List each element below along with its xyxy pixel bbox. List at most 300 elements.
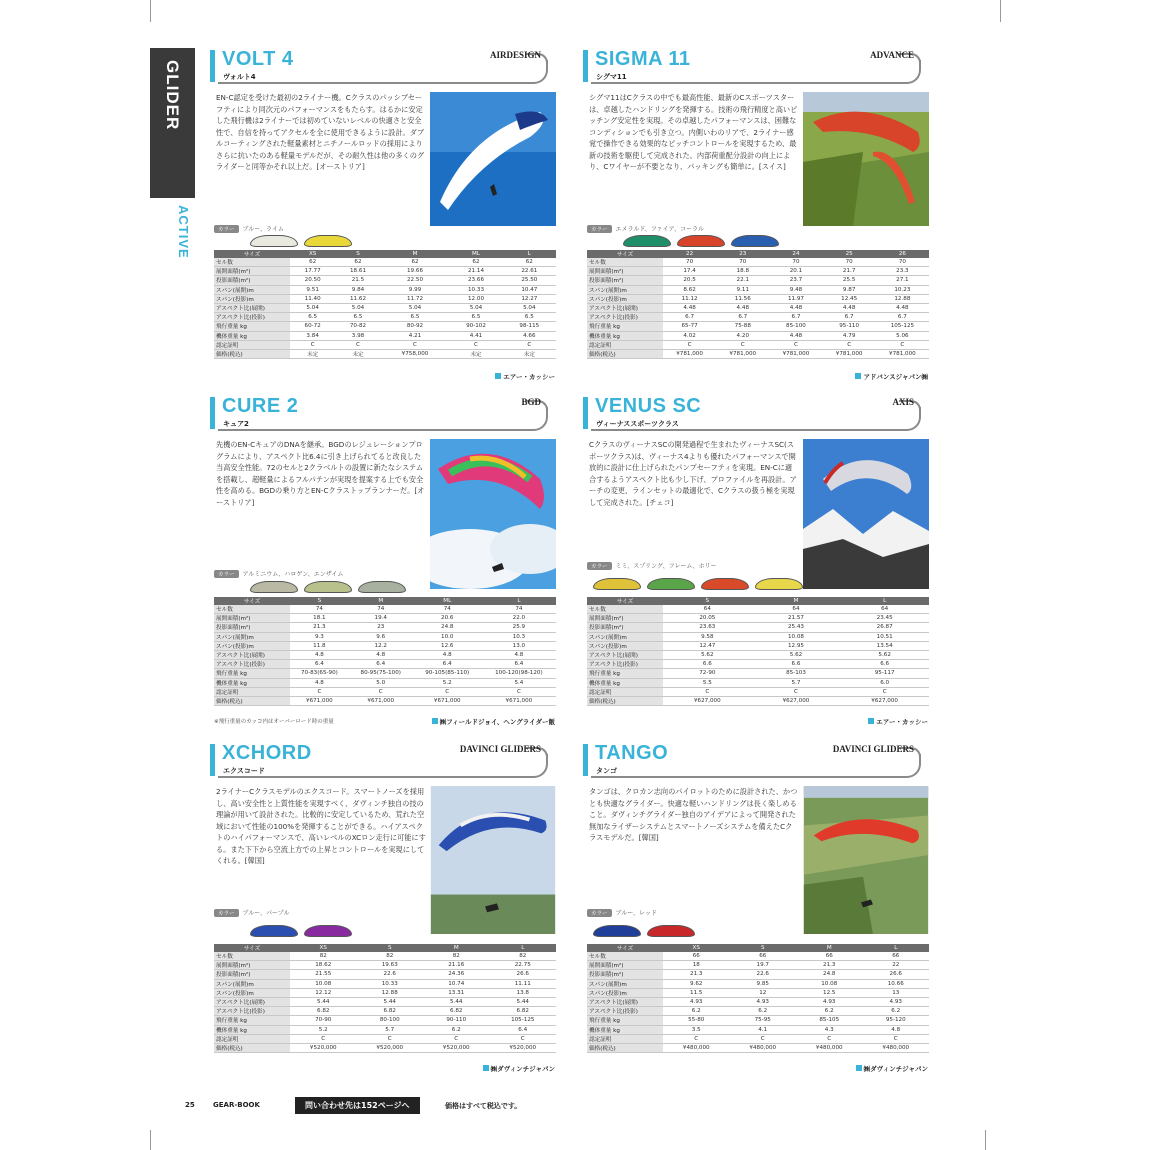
spec-value: 21.16 xyxy=(423,961,490,970)
spec-value: ¥781,000 xyxy=(876,349,929,358)
spec-value: 11.62 xyxy=(335,294,380,303)
product-kana: タンゴ xyxy=(596,767,617,775)
spec-label: 飛行重量 kg xyxy=(587,322,663,331)
spec-value: C xyxy=(730,1034,797,1043)
spec-value: 5.04 xyxy=(290,303,335,312)
spec-value: 80-100 xyxy=(357,1016,424,1025)
spec-header-cell: 23 xyxy=(716,250,769,258)
spec-label: アスペクト比(投影) xyxy=(214,313,290,322)
spec-header-cell: M xyxy=(423,944,490,952)
spec-value: 6.2 xyxy=(663,1007,730,1016)
spec-value: 82 xyxy=(357,952,424,961)
spec-value: C xyxy=(876,340,929,349)
spec-value: 20.1 xyxy=(769,267,822,276)
spec-value: 55-80 xyxy=(663,1016,730,1025)
spec-value: 12.2 xyxy=(349,641,413,650)
wing-swatch xyxy=(358,581,406,593)
spec-label: セル数 xyxy=(587,952,663,961)
product-kana: シグマ11 xyxy=(596,73,627,81)
spec-header-cell: S xyxy=(335,250,380,258)
spec-row xyxy=(214,258,556,267)
spec-value: 70 xyxy=(876,258,929,267)
spec-value: 5.04 xyxy=(503,303,556,312)
spec-value: C xyxy=(290,1034,357,1043)
spec-row xyxy=(214,678,556,687)
spec-value: 23.3 xyxy=(876,267,929,276)
spec-value: C xyxy=(769,340,822,349)
spec-value: C xyxy=(490,1034,557,1043)
spec-value: 25.50 xyxy=(503,276,556,285)
glider-photo xyxy=(430,439,556,589)
spec-value: 20.6 xyxy=(413,614,482,623)
spec-row xyxy=(587,970,929,979)
spec-value: ¥627,000 xyxy=(752,696,841,705)
spec-value: 13 xyxy=(863,988,930,997)
spec-value: 6.5 xyxy=(290,313,335,322)
spec-value: 70 xyxy=(823,258,876,267)
spec-value: ¥627,000 xyxy=(840,696,929,705)
spec-header-cell: S xyxy=(290,597,349,605)
spec-row xyxy=(587,997,929,1006)
spec-label: 認定証明 xyxy=(587,687,663,696)
spec-value: 23.63 xyxy=(663,623,752,632)
product-sigma11 xyxy=(583,48,928,381)
spec-label: スパン(投影)m xyxy=(214,988,290,997)
spec-value: 10.0 xyxy=(413,632,482,641)
spec-header-row xyxy=(587,944,929,952)
spec-value: 6.0 xyxy=(840,678,929,687)
spec-row xyxy=(214,997,556,1006)
spec-row xyxy=(214,331,556,340)
spec-value: 20.5 xyxy=(663,276,716,285)
spec-value: 65-77 xyxy=(663,322,716,331)
spec-value: 64 xyxy=(752,605,841,614)
spec-value: C xyxy=(335,340,380,349)
product-name: CURE 2 xyxy=(222,395,299,417)
spec-label: 展開面積(m²) xyxy=(214,961,290,970)
spec-label: 機体重量 kg xyxy=(587,1025,663,1034)
spec-value: 18 xyxy=(663,961,730,970)
spec-value: 70-90 xyxy=(290,1016,357,1025)
spec-header-cell: サイズ xyxy=(587,250,663,258)
spec-label: スパン(投影)m xyxy=(587,641,663,650)
spec-row xyxy=(214,1043,556,1052)
spec-header-cell: XS xyxy=(290,250,335,258)
spec-label: 機体重量 kg xyxy=(214,1025,290,1034)
spec-value: 18.62 xyxy=(290,961,357,970)
spec-label: 投影面積(m²) xyxy=(214,623,290,632)
spec-value: 4.79 xyxy=(823,331,876,340)
spec-header-cell: M xyxy=(796,944,863,952)
product-name: VOLT 4 xyxy=(222,48,294,70)
spec-label: 価格(税込) xyxy=(587,349,663,358)
spec-value: C xyxy=(290,687,349,696)
spec-value: 75-88 xyxy=(716,322,769,331)
spec-row xyxy=(587,1007,929,1016)
spec-value: 18.61 xyxy=(335,267,380,276)
page-footer xyxy=(185,1097,945,1117)
spec-value: 6.4 xyxy=(349,660,413,669)
color-swatches xyxy=(593,575,809,591)
spec-row xyxy=(587,632,929,641)
category-tab xyxy=(150,48,195,198)
brand-logo: DAVINCI GLIDERS xyxy=(832,744,914,754)
brand-logo: AXIS xyxy=(892,397,914,407)
spec-value: 12.88 xyxy=(357,988,424,997)
product-cure2 xyxy=(210,395,555,730)
spec-value: 95-110 xyxy=(823,322,876,331)
spec-row xyxy=(587,650,929,659)
spec-value: 未定 xyxy=(503,349,556,358)
spec-value: 12.5 xyxy=(796,988,863,997)
spec-value: 12.27 xyxy=(503,294,556,303)
spec-value: 6.5 xyxy=(449,313,502,322)
spec-row xyxy=(214,623,556,632)
spec-row xyxy=(587,961,929,970)
spec-value: 10.74 xyxy=(423,979,490,988)
spec-value: 4.21 xyxy=(381,331,450,340)
brand-logo: BGD xyxy=(521,397,541,407)
spec-value: 6.82 xyxy=(490,1007,557,1016)
spec-value: 3.84 xyxy=(290,331,335,340)
spec-label: アスペクト比(展開) xyxy=(214,303,290,312)
spec-value: 6.7 xyxy=(876,313,929,322)
spec-row xyxy=(587,988,929,997)
spec-label: アスペクト比(投影) xyxy=(587,313,663,322)
product-description: 2ライナーCクラスモデルのエクスコード。スマートノーズを採用し、高い安全性と上質性能を実現すべく、ダヴィンチ独自の技の理論が用いて設計された。比較的に安定しているため、荒れた空域において性能の100%を発揮することができる。ハイアスペクトのハイパフォーマンスで、高いレベルのXCロン走行に可能にする。また下下から空流上方での上昇とコントロールを実現にしてくれる。[韓国] xyxy=(216,787,426,865)
spec-label: スパン(投影)m xyxy=(214,641,290,650)
wing-swatch xyxy=(304,581,352,593)
contact-note: ㈱ダヴィンチジャパン xyxy=(483,1064,555,1073)
spec-label: 認定証明 xyxy=(214,687,290,696)
product-header xyxy=(210,742,555,782)
spec-row xyxy=(587,322,929,331)
spec-header-cell: サイズ xyxy=(214,250,290,258)
wing-swatch xyxy=(647,578,695,590)
spec-header-cell: M xyxy=(349,597,413,605)
spec-value: 5.2 xyxy=(290,1025,357,1034)
spec-value: C xyxy=(413,687,482,696)
spec-label: 投影面積(m²) xyxy=(214,970,290,979)
spec-header-cell: サイズ xyxy=(214,597,290,605)
spec-value: 9.3 xyxy=(290,632,349,641)
spec-value: ¥781,000 xyxy=(769,349,822,358)
spec-value: 23 xyxy=(349,623,413,632)
spec-value: 90-105(85-110) xyxy=(413,669,482,678)
spec-value: 6.7 xyxy=(823,313,876,322)
spec-row xyxy=(214,614,556,623)
spec-label: 展開面積(m²) xyxy=(587,961,663,970)
brand-logo: DAVINCI GLIDERS xyxy=(459,744,541,754)
spec-row xyxy=(214,687,556,696)
spec-row xyxy=(214,276,556,285)
spec-value: 11.40 xyxy=(290,294,335,303)
spec-row xyxy=(587,294,929,303)
spec-value: ¥781,000 xyxy=(663,349,716,358)
color-options: カラー ブルー、パープル xyxy=(214,908,290,917)
spec-value: ¥480,000 xyxy=(863,1043,930,1052)
color-swatches xyxy=(623,232,785,248)
spec-value: 74 xyxy=(413,605,482,614)
spec-label: 機体重量 kg xyxy=(587,678,663,687)
spec-value: 6.5 xyxy=(335,313,380,322)
spec-value: C xyxy=(716,340,769,349)
spec-table xyxy=(587,250,929,359)
spec-table xyxy=(214,597,556,706)
spec-table xyxy=(587,944,929,1053)
product-name: SIGMA 11 xyxy=(595,48,691,70)
spec-value: 23.45 xyxy=(840,614,929,623)
spec-row xyxy=(587,614,929,623)
color-options: カラー ブルー、ライム xyxy=(214,224,284,233)
spec-value: C xyxy=(482,687,556,696)
glider-photo xyxy=(803,786,929,934)
spec-label: アスペクト比(展開) xyxy=(214,997,290,1006)
spec-row xyxy=(587,660,929,669)
spec-value: 4.93 xyxy=(730,997,797,1006)
spec-header-cell: S xyxy=(663,597,752,605)
spec-row xyxy=(587,1034,929,1043)
spec-value: 未定 xyxy=(335,349,380,358)
spec-row xyxy=(214,322,556,331)
spec-header-cell: L xyxy=(863,944,930,952)
spec-value: 4.48 xyxy=(823,303,876,312)
spec-value: 4.48 xyxy=(876,303,929,312)
spec-value: 105-125 xyxy=(876,322,929,331)
spec-value: C xyxy=(663,687,752,696)
spec-label: セル数 xyxy=(214,605,290,614)
product-header xyxy=(210,48,555,88)
contact-note: ㈱ダヴィンチジャパン xyxy=(856,1064,928,1073)
spec-value: 6.2 xyxy=(423,1025,490,1034)
spec-value: C xyxy=(823,340,876,349)
spec-value: 85-100 xyxy=(769,322,822,331)
spec-value: C xyxy=(840,687,929,696)
spec-row xyxy=(587,285,929,294)
product-xchord xyxy=(210,742,555,1082)
spec-value: 6.7 xyxy=(716,313,769,322)
spec-value: 66 xyxy=(863,952,930,961)
spec-value: 70-83(65-90) xyxy=(290,669,349,678)
spec-label: セル数 xyxy=(587,605,663,614)
spec-row xyxy=(587,979,929,988)
spec-label: 展開面積(m²) xyxy=(214,614,290,623)
spec-value: 6.6 xyxy=(663,660,752,669)
spec-header-cell: ML xyxy=(449,250,502,258)
spec-value: 80-95(75-100) xyxy=(349,669,413,678)
spec-row xyxy=(214,1034,556,1043)
spec-value: 5.04 xyxy=(335,303,380,312)
spec-value: 24.8 xyxy=(796,970,863,979)
spec-value: 6.82 xyxy=(290,1007,357,1016)
spec-header-cell: S xyxy=(730,944,797,952)
spec-row xyxy=(214,340,556,349)
spec-row xyxy=(587,349,929,358)
category-label: GLIDER xyxy=(163,60,182,131)
spec-value: 22.6 xyxy=(357,970,424,979)
spec-value: 21.14 xyxy=(449,267,502,276)
spec-value: 60-72 xyxy=(290,322,335,331)
spec-label: アスペクト比(展開) xyxy=(587,997,663,1006)
spec-value: 6.6 xyxy=(840,660,929,669)
spec-value: 11.8 xyxy=(290,641,349,650)
spec-value: ¥480,000 xyxy=(796,1043,863,1052)
spec-value: 66 xyxy=(796,952,863,961)
spec-header-cell: サイズ xyxy=(214,944,290,952)
spec-value: 11.5 xyxy=(663,988,730,997)
spec-row xyxy=(587,276,929,285)
product-kana: ヴィーナススポーツクラス xyxy=(596,420,679,428)
spec-value: 19.4 xyxy=(349,614,413,623)
spec-value: 62 xyxy=(503,258,556,267)
spec-value: ¥671,000 xyxy=(349,696,413,705)
glider-photo xyxy=(803,439,929,589)
spec-header-cell: L xyxy=(503,250,556,258)
spec-value: 95-120 xyxy=(863,1016,930,1025)
wing-swatch xyxy=(250,925,298,937)
product-kana: エクスコード xyxy=(223,767,265,775)
spec-value: 10.33 xyxy=(449,285,502,294)
spec-label: スパン(投影)m xyxy=(587,988,663,997)
spec-label: 展開面積(m²) xyxy=(214,267,290,276)
spec-value: 5.0 xyxy=(349,678,413,687)
spec-row xyxy=(214,970,556,979)
spec-value: 82 xyxy=(423,952,490,961)
product-header xyxy=(583,395,928,435)
spec-value: 11.11 xyxy=(490,979,557,988)
spec-row xyxy=(214,641,556,650)
spec-value: ¥781,000 xyxy=(823,349,876,358)
subcategory-label: ACTIVE xyxy=(176,205,191,259)
spec-value: 13.31 xyxy=(423,988,490,997)
spec-value: 5.44 xyxy=(490,997,557,1006)
spec-value: 4.93 xyxy=(663,997,730,1006)
spec-value: 4.48 xyxy=(663,303,716,312)
spec-row xyxy=(587,1025,929,1034)
spec-value: 21.3 xyxy=(663,970,730,979)
color-options: カラー アルミニウム、ハロゲン、エンザイム xyxy=(214,569,343,578)
wing-swatch xyxy=(623,235,671,247)
spec-row xyxy=(587,641,929,650)
spec-row xyxy=(587,952,929,961)
color-swatches xyxy=(250,922,358,938)
spec-value: 5.62 xyxy=(840,650,929,659)
spec-label: 投影面積(m²) xyxy=(587,276,663,285)
spec-value: 4.93 xyxy=(863,997,930,1006)
wing-swatch xyxy=(250,581,298,593)
spec-value: 25.9 xyxy=(482,623,556,632)
spec-row xyxy=(587,303,929,312)
color-swatches xyxy=(250,578,412,594)
spec-row xyxy=(214,650,556,659)
spec-value: 95-117 xyxy=(840,669,929,678)
spec-value: 5.62 xyxy=(752,650,841,659)
spec-value: 74 xyxy=(482,605,556,614)
product-header xyxy=(583,48,928,88)
spec-value: 62 xyxy=(381,258,450,267)
spec-label: スパン(展開)m xyxy=(214,979,290,988)
spec-value: 25.43 xyxy=(752,623,841,632)
spec-row xyxy=(587,1043,929,1052)
spec-value: 82 xyxy=(290,952,357,961)
spec-value: ¥480,000 xyxy=(663,1043,730,1052)
spec-value: 26.6 xyxy=(490,970,557,979)
spec-label: アスペクト比(展開) xyxy=(587,650,663,659)
spec-row xyxy=(587,687,929,696)
spec-label: アスペクト比(投影) xyxy=(214,660,290,669)
crop-mark xyxy=(985,1130,986,1150)
book-title: GEAR-BOOK xyxy=(213,1101,260,1109)
spec-value: 5.06 xyxy=(876,331,929,340)
spec-value: C xyxy=(663,1034,730,1043)
spec-value: ¥520,000 xyxy=(290,1043,357,1052)
spec-label: アスペクト比(展開) xyxy=(214,650,290,659)
spec-value: 10.51 xyxy=(840,632,929,641)
spec-value: 105-125 xyxy=(490,1016,557,1025)
spec-label: 飛行重量 kg xyxy=(587,669,663,678)
product-kana: ヴォルト4 xyxy=(223,73,256,81)
product-volt4 xyxy=(210,48,555,381)
product-kana: キュア2 xyxy=(223,420,249,428)
spec-value: 62 xyxy=(290,258,335,267)
spec-value: 6.2 xyxy=(796,1007,863,1016)
spec-value: 85-105 xyxy=(796,1016,863,1025)
spec-value: 20.50 xyxy=(290,276,335,285)
spec-value: 6.5 xyxy=(503,313,556,322)
spec-value: 20.05 xyxy=(663,614,752,623)
spec-row xyxy=(587,331,929,340)
spec-value: 22.0 xyxy=(482,614,556,623)
spec-row xyxy=(214,952,556,961)
spec-value: 4.66 xyxy=(503,331,556,340)
spec-value: 90-110 xyxy=(423,1016,490,1025)
spec-value: 5.2 xyxy=(413,678,482,687)
page-number: 25 xyxy=(185,1101,195,1109)
spec-value: 12.47 xyxy=(663,641,752,650)
spec-value: 21.55 xyxy=(290,970,357,979)
spec-header-cell: M xyxy=(381,250,450,258)
spec-value: 17.4 xyxy=(663,267,716,276)
contact-note: アドバンスジャパン㈱ xyxy=(855,372,928,381)
spec-header-cell: XS xyxy=(290,944,357,952)
spec-value: 11.12 xyxy=(663,294,716,303)
wing-swatch xyxy=(677,235,725,247)
spec-value: 6.4 xyxy=(490,1025,557,1034)
glider-photo xyxy=(430,786,556,934)
spec-row xyxy=(214,696,556,705)
spec-value: 6.5 xyxy=(381,313,450,322)
spec-value: 5.5 xyxy=(663,678,752,687)
spec-value: 5.04 xyxy=(381,303,450,312)
product-name: XCHORD xyxy=(222,742,312,764)
spec-value: 4.93 xyxy=(796,997,863,1006)
spec-value: 23.7 xyxy=(769,276,822,285)
crop-mark xyxy=(150,1130,151,1150)
spec-label: スパン(展開)m xyxy=(214,632,290,641)
spec-row xyxy=(587,1016,929,1025)
spec-header-row xyxy=(587,597,929,605)
wing-swatch xyxy=(731,235,779,247)
spec-label: 投影面積(m²) xyxy=(587,623,663,632)
spec-value: ¥671,000 xyxy=(413,696,482,705)
spec-value: 85-103 xyxy=(752,669,841,678)
spec-value: 70-82 xyxy=(335,322,380,331)
spec-value: C xyxy=(290,340,335,349)
spec-row xyxy=(214,632,556,641)
spec-value: 9.11 xyxy=(716,285,769,294)
color-options: カラー ミミ、スプリング、フレーム、ホリー xyxy=(587,561,717,570)
spec-table xyxy=(214,250,556,359)
